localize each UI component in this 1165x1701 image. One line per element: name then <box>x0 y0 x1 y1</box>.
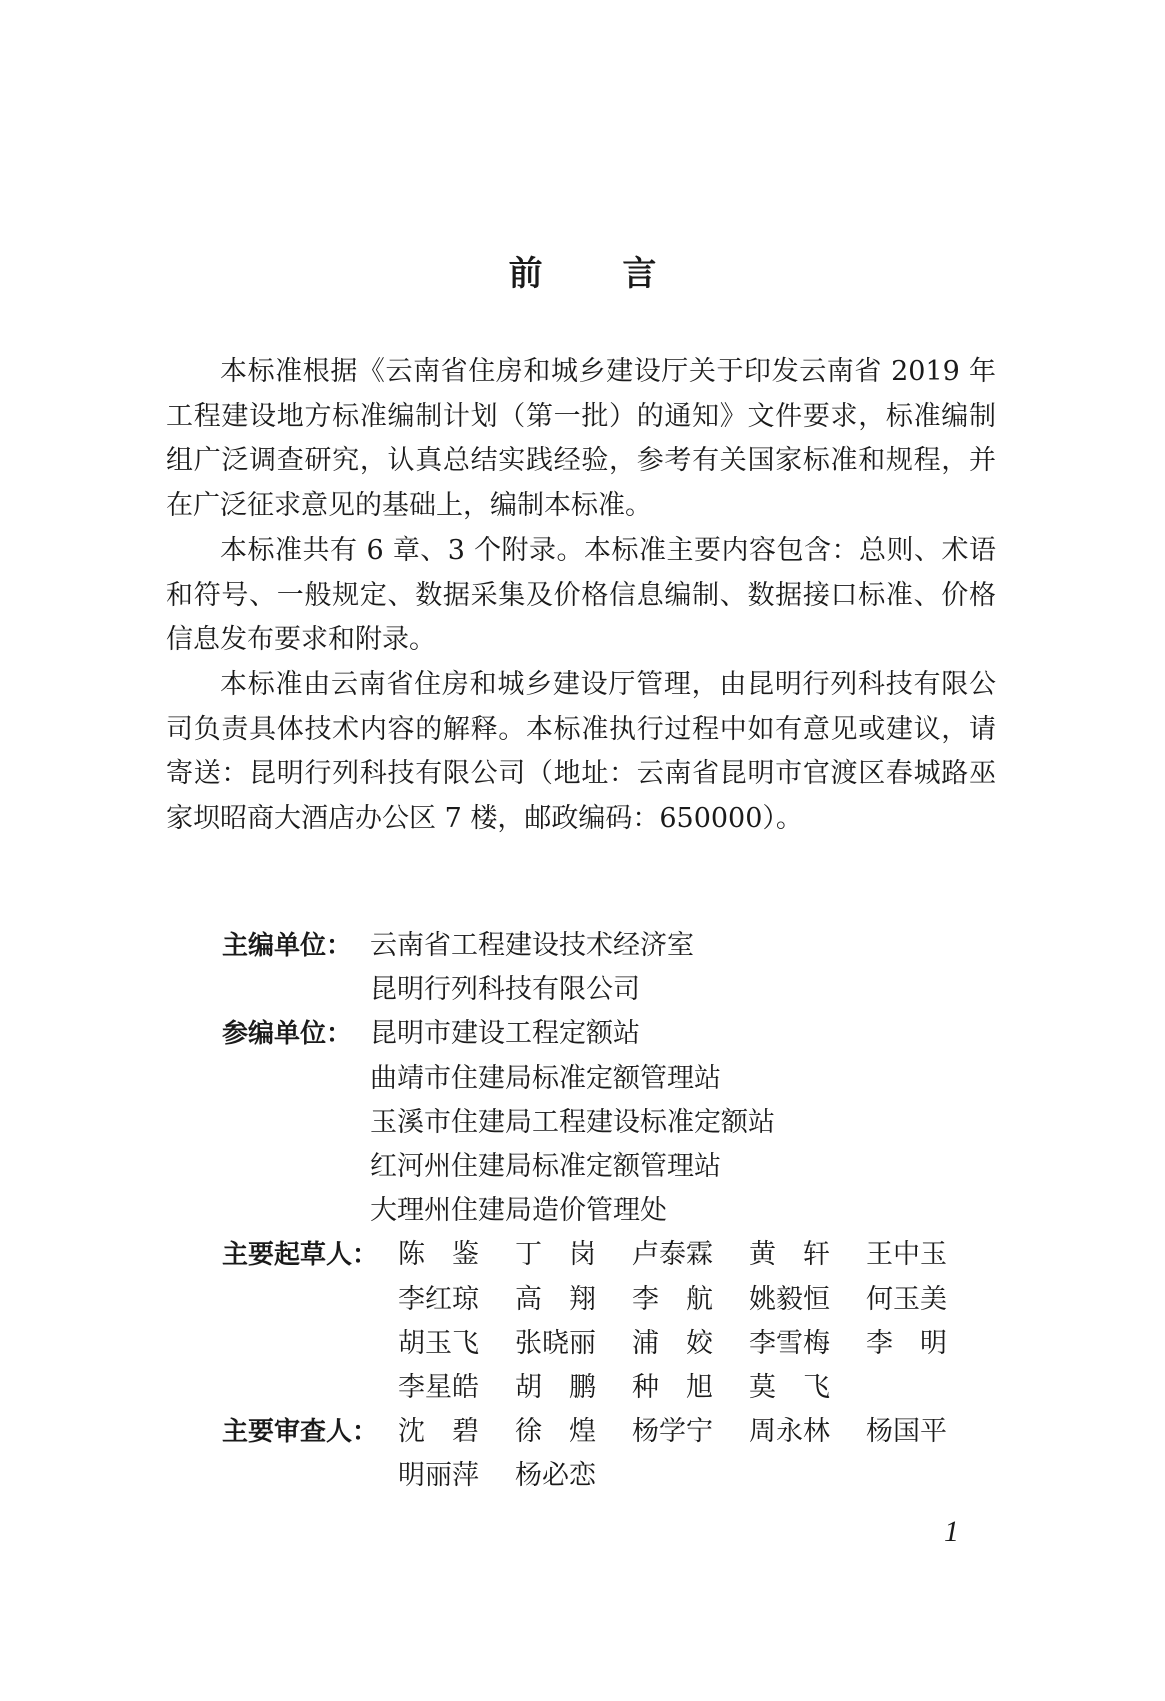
drafter-name: 李 明 <box>866 1327 947 1359</box>
reviewers-list <box>398 1410 983 1498</box>
participating-units-label: 参编单位： <box>222 1019 353 1050</box>
reviewers-group <box>222 1410 982 1498</box>
reviewer-name: 沈 碧 <box>398 1416 479 1448</box>
chief-unit: 云南省工程建设技术经济室 <box>370 930 694 961</box>
drafter-name: 李星皓 <box>398 1372 479 1404</box>
reviewer-name: 徐 煌 <box>515 1416 596 1448</box>
page-title: 前 言 <box>508 254 691 294</box>
participating-unit: 昆明市建设工程定额站 <box>370 1018 640 1050</box>
chief-units-group <box>222 924 982 1012</box>
participating-units-group <box>222 1012 982 1233</box>
drafter-name: 卢泰霖 <box>632 1239 713 1271</box>
drafter-name: 黄 轩 <box>749 1239 830 1271</box>
drafter-name: 陈 鉴 <box>398 1239 479 1271</box>
drafter-name: 丁 岗 <box>515 1239 596 1271</box>
reviewer-name: 杨必恋 <box>515 1460 596 1492</box>
chief-units-label: 主编单位： <box>222 931 353 961</box>
reviewers-label: 主要审查人： <box>222 1417 379 1448</box>
chief-units-list <box>370 924 982 1012</box>
drafter-name: 李 航 <box>632 1283 713 1315</box>
participating-unit: 玉溪市住建局工程建设标准定额站 <box>370 1106 775 1138</box>
preface-body <box>166 350 996 842</box>
preface-paragraph-contents: 本标准共有 6 章、3 个附录。本标准主要内容包含：总则、术语和符号、一般规定、数据采集及价格信息编制、数据接口标准、价格信息发布要求和附录。 <box>166 534 996 656</box>
drafters-label: 主要起草人： <box>222 1240 379 1271</box>
drafters-group <box>222 1233 982 1410</box>
reviewer-name: 杨学宁 <box>632 1416 713 1448</box>
reviewer-name: 杨国平 <box>866 1416 947 1448</box>
chief-unit: 昆明行列科技有限公司 <box>370 974 640 1006</box>
drafter-name: 李红琼 <box>398 1283 479 1315</box>
reviewer-name: 周永林 <box>749 1416 830 1448</box>
drafter-name: 高 翔 <box>515 1283 596 1315</box>
drafter-name: 莫 飞 <box>749 1372 830 1404</box>
participating-unit: 红河州住建局标准定额管理站 <box>370 1151 721 1183</box>
preface-paragraph-basis: 本标准根据《云南省住房和城乡建设厅关于印发云南省 2019 年工程建设地方标准编制计划（第一批）的通知》文件要求，标准编制组广泛调查研究，认真总结实践经验，参考有关国家标准和规程，并在广泛征求意见的基础上，编制本标准。 <box>166 356 996 522</box>
participating-unit: 曲靖市住建局标准定额管理站 <box>370 1062 721 1094</box>
page-number: 1 <box>944 1515 959 1548</box>
drafter-name: 李雪梅 <box>749 1327 830 1359</box>
drafter-name: 浦 姣 <box>632 1327 713 1359</box>
drafter-name: 何玉美 <box>866 1283 947 1315</box>
drafter-name: 姚毅恒 <box>749 1283 830 1315</box>
participating-units-list <box>370 1012 982 1233</box>
reviewer-name: 明丽萍 <box>398 1460 479 1492</box>
credits-section <box>222 924 982 1499</box>
drafter-name: 种 旭 <box>632 1372 713 1404</box>
drafter-name: 胡玉飞 <box>398 1327 479 1359</box>
drafters-list <box>398 1233 983 1410</box>
preface-paragraph-management: 本标准由云南省住房和城乡建设厅管理，由昆明行列科技有限公司负责具体技术内容的解释。本标准执行过程中如有意见或建议，请寄送：昆明行列科技有限公司（地址：云南省昆明市官渡区春城路巫家坝昭商大酒店办公区 7 楼，邮政编码：650000）。 <box>166 668 996 835</box>
drafter-name: 王中玉 <box>866 1239 947 1271</box>
participating-unit: 大理州住建局造价管理处 <box>370 1195 667 1227</box>
drafter-name: 胡 鹏 <box>515 1372 596 1404</box>
drafter-name: 张晓丽 <box>515 1327 596 1359</box>
